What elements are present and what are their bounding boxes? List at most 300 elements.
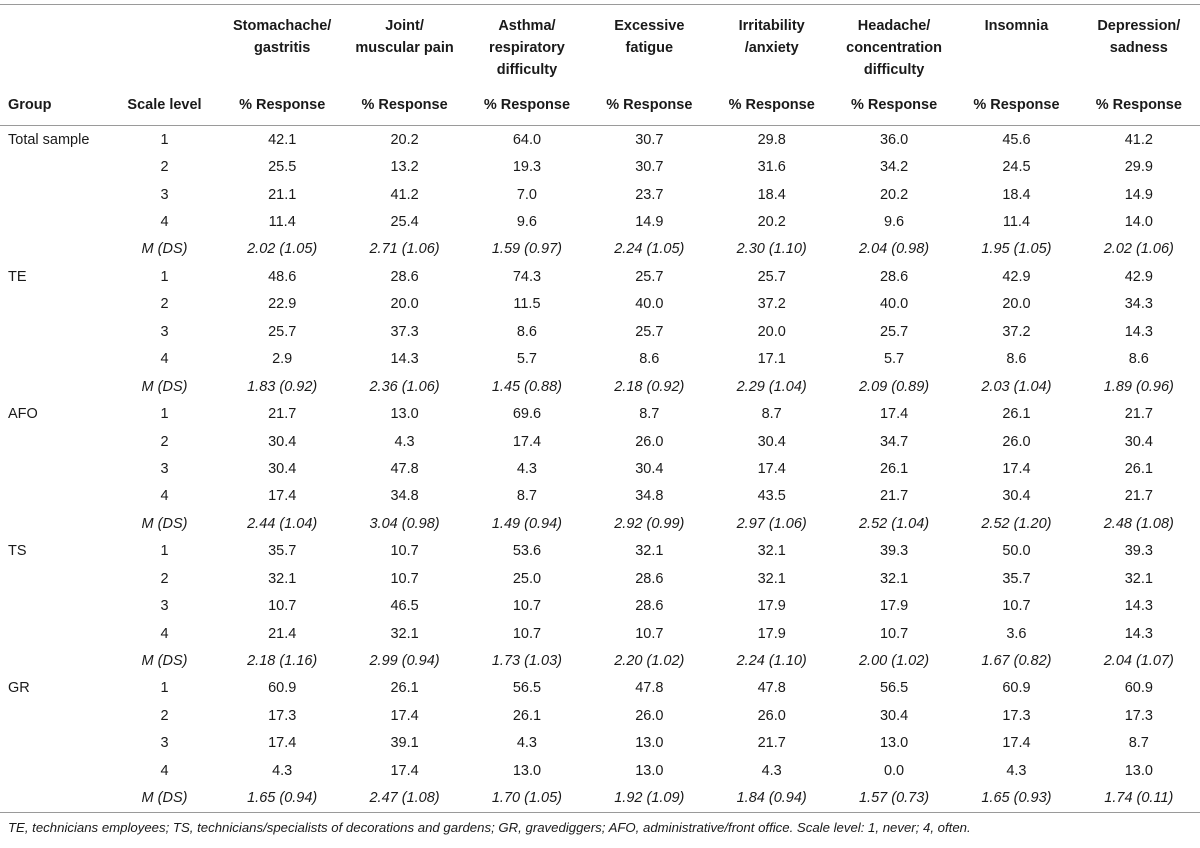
response-cell: 17.1 — [757, 351, 786, 368]
response-cell: 47.8 — [635, 680, 664, 697]
mean-cell: 2.02 (1.05) — [247, 241, 318, 258]
condition-header: Irritability /anxiety — [711, 5, 833, 88]
table-row — [0, 318, 1200, 345]
group-name: TS — [8, 543, 27, 560]
mean-cell: 2.71 (1.06) — [369, 241, 440, 258]
header-spacer — [0, 5, 108, 88]
response-cell: 20.0 — [757, 323, 786, 340]
response-cell: 35.7 — [268, 543, 297, 560]
response-cell: 47.8 — [757, 680, 786, 697]
response-cell: 10.7 — [635, 625, 664, 642]
group-cell-empty — [0, 373, 108, 400]
table-row — [0, 181, 1200, 208]
response-cell: 8.7 — [1128, 735, 1149, 752]
response-cell: 4.3 — [516, 735, 538, 752]
response-cell: 21.7 — [879, 488, 909, 505]
group-column-header: Group — [0, 87, 108, 126]
condition-header: Depression/ sadness — [1078, 5, 1200, 88]
response-cell: 17.4 — [757, 460, 786, 477]
scale-level: 4 — [160, 214, 169, 231]
group-cell-empty — [0, 730, 108, 757]
scale-level: 4 — [160, 488, 169, 505]
table-row — [0, 565, 1200, 592]
response-cell: 14.3 — [390, 351, 419, 368]
response-header: % Response — [711, 87, 833, 126]
response-cell: 32.1 — [390, 625, 419, 642]
table-row — [0, 263, 1200, 290]
mean-cell: 2.36 (1.06) — [369, 378, 440, 395]
mean-cell: 1.65 (0.94) — [221, 785, 343, 813]
response-cell: 25.7 — [635, 268, 664, 285]
group-cell-empty — [0, 702, 108, 729]
mean-cell: 2.18 (1.16) — [247, 653, 318, 670]
group-cell-empty — [0, 785, 108, 813]
mean-cell: 1.70 (1.05) — [466, 785, 588, 813]
table-row — [0, 346, 1200, 373]
response-cell: 48.6 — [268, 268, 297, 285]
response-header: % Response — [221, 87, 343, 126]
group-cell-empty — [0, 483, 108, 510]
table-footnote: TE, technicians employees; TS, technicians/specialists of decorations and gardens; GR, gravediggers; AFO, administrative/front office. Scale level: 1, never; 4, often. — [8, 820, 971, 835]
response-cell: 42.9 — [1002, 268, 1031, 285]
mean-cell: 1.49 (0.94) — [491, 515, 562, 532]
response-cell: 17.4 — [1002, 735, 1031, 752]
response-cell: 3.6 — [1006, 625, 1027, 642]
group-cell-empty — [0, 346, 108, 373]
response-cell: 36.0 — [879, 131, 909, 148]
mean-cell: 2.30 (1.10) — [736, 241, 807, 258]
response-cell: 69.6 — [512, 406, 542, 423]
group-cell-empty — [0, 592, 108, 619]
response-cell: 17.4 — [1002, 460, 1031, 477]
response-cell: 30.7 — [635, 159, 664, 176]
response-cell: 14.3 — [1124, 625, 1153, 642]
response-cell: 25.7 — [635, 323, 664, 340]
response-cell: 42.1 — [268, 131, 297, 148]
response-cell: 34.8 — [635, 488, 664, 505]
response-cell: 10.7 — [1002, 598, 1031, 615]
scale-level: 2 — [160, 159, 169, 176]
condition-header: Joint/ muscular pain — [343, 5, 465, 88]
scale-level: 2 — [160, 296, 169, 313]
mean-cell: 1.73 (1.03) — [491, 653, 562, 670]
mean-cell: 2.52 (1.04) — [858, 515, 930, 532]
group-cell-empty — [0, 647, 108, 674]
mean-cell: 2.18 (0.92) — [614, 378, 685, 395]
response-cell: 45.6 — [1002, 131, 1031, 148]
scale-level: 2 — [160, 707, 169, 724]
response-cell: 26.0 — [635, 433, 664, 450]
response-cell: 32.1 — [757, 570, 786, 587]
response-cell: 13.0 — [879, 735, 909, 752]
response-cell: 37.2 — [757, 296, 786, 313]
mean-cell: 1.45 (0.88) — [491, 378, 562, 395]
mean-label: M (DS) — [141, 515, 188, 532]
response-cell: 11.4 — [1002, 214, 1031, 231]
response-cell: 17.4 — [268, 735, 297, 752]
response-header: % Response — [1078, 87, 1200, 126]
response-cell: 13.0 — [512, 762, 542, 779]
response-cell: 34.8 — [390, 488, 419, 505]
group-cell-empty — [0, 208, 108, 235]
response-cell: 8.7 — [761, 406, 782, 423]
table-body — [0, 126, 1200, 813]
response-cell: 34.3 — [1124, 296, 1153, 313]
response-cell: 4.3 — [1006, 762, 1027, 779]
mean-cell: 2.24 (1.05) — [614, 241, 685, 258]
response-cell: 17.9 — [879, 598, 909, 615]
response-cell: 32.1 — [879, 570, 909, 587]
mean-cell: 2.92 (0.99) — [614, 515, 685, 532]
response-cell: 18.4 — [757, 186, 786, 203]
mean-cell: 1.59 (0.97) — [491, 241, 562, 258]
response-cell: 26.0 — [1002, 433, 1031, 450]
response-cell: 32.1 — [268, 570, 297, 587]
scale-level: 2 — [160, 433, 169, 450]
response-cell: 13.2 — [390, 159, 419, 176]
mean-cell: 2.03 (1.04) — [981, 378, 1052, 395]
response-cell: 30.4 — [1002, 488, 1031, 505]
response-cell: 30.4 — [757, 433, 786, 450]
mean-cell: 2.09 (0.89) — [858, 378, 930, 395]
response-cell: 21.7 — [1124, 488, 1153, 505]
group-cell-empty — [0, 291, 108, 318]
response-cell: 30.4 — [268, 460, 297, 477]
response-cell: 28.6 — [635, 598, 664, 615]
response-cell: 10.7 — [879, 625, 909, 642]
response-cell: 13.0 — [635, 735, 664, 752]
response-cell: 5.7 — [883, 351, 905, 368]
mean-row — [0, 647, 1200, 674]
response-cell: 13.0 — [635, 762, 664, 779]
response-cell: 28.6 — [635, 570, 664, 587]
mean-cell: 2.48 (1.08) — [1103, 515, 1174, 532]
response-cell: 8.7 — [639, 406, 660, 423]
response-cell: 19.3 — [512, 159, 542, 176]
response-cell: 26.1 — [1002, 406, 1031, 423]
response-cell: 34.2 — [879, 159, 909, 176]
mean-cell: 1.95 (1.05) — [981, 241, 1052, 258]
mean-cell: 1.84 (0.94) — [711, 785, 833, 813]
response-cell: 20.0 — [1002, 296, 1031, 313]
condition-header: Asthma/ respiratory difficulty — [466, 5, 588, 88]
response-cell: 39.3 — [879, 543, 909, 560]
group-name: Total sample — [8, 131, 90, 148]
group-cell-empty — [0, 153, 108, 180]
response-cell: 29.9 — [1124, 159, 1153, 176]
condition-header: Stomachache/ gastritis — [221, 5, 343, 88]
mean-cell: 2.04 (0.98) — [858, 241, 930, 258]
response-cell: 17.9 — [757, 625, 786, 642]
response-cell: 17.4 — [512, 433, 542, 450]
response-cell: 37.2 — [1002, 323, 1031, 340]
response-cell: 14.3 — [1124, 598, 1153, 615]
response-cell: 34.7 — [879, 433, 909, 450]
mean-label: M (DS) — [141, 241, 188, 258]
response-cell: 42.9 — [1124, 268, 1153, 285]
response-cell: 8.6 — [516, 323, 538, 340]
response-cell: 30.4 — [635, 460, 664, 477]
response-cell: 2.9 — [272, 351, 293, 368]
mean-cell: 1.57 (0.73) — [833, 785, 955, 813]
scale-level: 3 — [160, 598, 169, 615]
group-cell-empty — [0, 455, 108, 482]
group-cell-empty — [0, 236, 108, 263]
table-row — [0, 483, 1200, 510]
response-cell: 25.5 — [268, 159, 297, 176]
response-cell: 40.0 — [635, 296, 664, 313]
mean-cell: 2.00 (1.02) — [858, 653, 930, 670]
condition-header: Excessive fatigue — [588, 5, 710, 88]
response-cell: 13.0 — [390, 406, 419, 423]
response-cell: 56.5 — [512, 680, 542, 697]
response-cell: 20.0 — [390, 296, 419, 313]
response-cell: 47.8 — [390, 460, 419, 477]
response-cell: 60.9 — [1002, 680, 1031, 697]
table-row — [0, 730, 1200, 757]
response-cell: 8.7 — [516, 488, 538, 505]
response-cell: 18.4 — [1002, 186, 1031, 203]
scale-level: 1 — [160, 406, 169, 423]
response-cell: 4.3 — [516, 460, 538, 477]
response-cell: 22.9 — [268, 296, 297, 313]
response-cell: 17.4 — [390, 762, 419, 779]
mean-cell: 2.02 (1.06) — [1103, 241, 1174, 258]
mean-cell: 2.04 (1.07) — [1103, 653, 1174, 670]
mean-cell: 1.67 (0.82) — [981, 653, 1052, 670]
scale-level: 3 — [160, 735, 169, 752]
table-row — [0, 592, 1200, 619]
scale-level: 1 — [160, 680, 169, 697]
response-cell: 11.4 — [268, 214, 296, 231]
response-cell: 39.3 — [1124, 543, 1153, 560]
mean-cell: 2.44 (1.04) — [247, 515, 318, 532]
response-cell: 10.7 — [268, 598, 297, 615]
mean-label: M (DS) — [141, 378, 188, 395]
response-cell: 17.3 — [1124, 707, 1153, 724]
scale-level: 3 — [160, 460, 169, 477]
response-cell: 32.1 — [1124, 570, 1153, 587]
table-row — [0, 291, 1200, 318]
scale-level: 1 — [160, 543, 169, 560]
response-cell: 41.2 — [1124, 131, 1153, 148]
response-cell: 74.3 — [512, 268, 542, 285]
group-cell-empty — [0, 620, 108, 647]
mean-cell: 2.52 (1.20) — [981, 515, 1052, 532]
response-cell: 0.0 — [883, 762, 905, 779]
scale-level: 3 — [160, 186, 169, 203]
condition-header-row — [0, 5, 1200, 88]
response-cell: 17.4 — [390, 707, 419, 724]
response-cell: 21.7 — [757, 735, 786, 752]
group-name: AFO — [8, 406, 38, 423]
response-cell: 31.6 — [757, 159, 786, 176]
scale-level: 4 — [160, 351, 169, 368]
table-row — [0, 675, 1200, 702]
response-cell: 26.1 — [1124, 460, 1153, 477]
group-cell-empty — [0, 510, 108, 537]
response-cell: 35.7 — [1002, 570, 1031, 587]
mean-label: M (DS) — [108, 785, 221, 813]
scale-level: 4 — [160, 762, 169, 779]
response-cell: 25.7 — [879, 323, 909, 340]
response-cell: 17.3 — [1002, 707, 1031, 724]
response-header: % Response — [343, 87, 465, 126]
group-cell-empty — [0, 181, 108, 208]
response-header: % Response — [588, 87, 710, 126]
response-cell: 9.6 — [516, 214, 538, 231]
mean-cell: 2.20 (1.02) — [614, 653, 685, 670]
response-cell: 10.7 — [390, 543, 419, 560]
response-cell: 53.6 — [512, 543, 542, 560]
response-cell: 21.4 — [268, 625, 297, 642]
mean-row — [0, 236, 1200, 263]
response-cell: 26.1 — [390, 680, 419, 697]
response-cell: 14.0 — [1124, 214, 1153, 231]
response-cell: 8.6 — [639, 351, 660, 368]
response-header: % Response — [466, 87, 588, 126]
response-cell: 10.7 — [512, 625, 542, 642]
response-header: % Response — [955, 87, 1077, 126]
response-cell: 4.3 — [761, 762, 782, 779]
response-cell: 26.1 — [879, 460, 909, 477]
mean-cell: 2.99 (0.94) — [369, 653, 440, 670]
mean-row — [0, 510, 1200, 537]
response-cell: 64.0 — [512, 131, 542, 148]
table-row — [0, 126, 1200, 154]
table-row — [0, 428, 1200, 455]
response-cell: 46.5 — [390, 598, 419, 615]
response-cell: 8.6 — [1128, 351, 1149, 368]
response-cell: 10.7 — [512, 598, 542, 615]
table-row — [0, 620, 1200, 647]
group-cell-empty — [0, 565, 108, 592]
response-cell: 26.0 — [757, 707, 786, 724]
response-cell: 25.0 — [512, 570, 542, 587]
response-cell: 7.0 — [516, 186, 538, 203]
response-cell: 37.3 — [390, 323, 419, 340]
response-cell: 28.6 — [879, 268, 909, 285]
scale-level: 2 — [160, 570, 169, 587]
group-name: GR — [8, 680, 30, 697]
table-row — [0, 208, 1200, 235]
mean-cell: 3.04 (0.98) — [369, 515, 440, 532]
response-cell: 50.0 — [1002, 543, 1031, 560]
table-row — [0, 400, 1200, 427]
response-cell: 4.3 — [394, 433, 415, 450]
response-cell: 8.6 — [1006, 351, 1027, 368]
response-cell: 10.7 — [390, 570, 419, 587]
response-header: % Response — [833, 87, 955, 126]
response-cell: 29.8 — [757, 131, 786, 148]
scale-column-header: Scale level — [108, 87, 221, 126]
mean-cell: 1.74 (0.11) — [1078, 785, 1200, 813]
scale-level: 3 — [160, 323, 169, 340]
response-cell: 14.9 — [635, 214, 664, 231]
response-cell: 23.7 — [635, 186, 664, 203]
mean-row — [0, 373, 1200, 400]
response-cell: 9.6 — [883, 214, 905, 231]
response-cell: 20.2 — [757, 214, 786, 231]
response-cell: 41.2 — [390, 186, 419, 203]
condition-header: Insomnia — [955, 5, 1077, 88]
response-cell: 28.6 — [390, 268, 419, 285]
response-cell: 24.5 — [1002, 159, 1031, 176]
response-cell: 30.4 — [1124, 433, 1153, 450]
response-cell: 11.5 — [513, 296, 541, 313]
response-cell: 4.3 — [272, 762, 293, 779]
response-cell: 17.4 — [879, 406, 909, 423]
response-cell: 26.1 — [512, 707, 542, 724]
response-cell: 14.3 — [1124, 323, 1153, 340]
response-cell: 25.7 — [757, 268, 786, 285]
symptoms-table — [0, 4, 1200, 813]
response-cell: 17.3 — [268, 707, 297, 724]
response-cell: 17.4 — [268, 488, 297, 505]
response-cell: 21.7 — [268, 406, 297, 423]
mean-cell: 2.24 (1.10) — [736, 653, 807, 670]
response-cell: 25.4 — [390, 214, 419, 231]
table-row — [0, 455, 1200, 482]
mean-row — [0, 785, 1200, 813]
group-cell-empty — [0, 757, 108, 784]
mean-cell: 1.83 (0.92) — [247, 378, 318, 395]
mean-cell: 2.29 (1.04) — [736, 378, 807, 395]
response-cell: 14.9 — [1124, 186, 1153, 203]
response-cell: 32.1 — [757, 543, 786, 560]
mean-cell: 1.65 (0.93) — [955, 785, 1077, 813]
group-name: TE — [8, 268, 27, 285]
group-cell-empty — [0, 428, 108, 455]
response-cell: 56.5 — [879, 680, 909, 697]
mean-cell: 2.97 (1.06) — [736, 515, 807, 532]
mean-label: M (DS) — [141, 653, 188, 670]
response-cell: 20.2 — [390, 131, 419, 148]
response-cell: 21.7 — [1124, 406, 1153, 423]
response-cell: 39.1 — [390, 735, 419, 752]
response-cell: 30.7 — [635, 131, 664, 148]
response-cell: 21.1 — [268, 186, 297, 203]
response-header-row — [0, 87, 1200, 126]
response-cell: 26.0 — [635, 707, 664, 724]
table-row — [0, 702, 1200, 729]
table-row — [0, 538, 1200, 565]
response-cell: 20.2 — [879, 186, 909, 203]
response-cell: 5.7 — [516, 351, 538, 368]
response-cell: 17.9 — [757, 598, 786, 615]
table-row — [0, 153, 1200, 180]
header-spacer — [108, 5, 221, 88]
response-cell: 40.0 — [879, 296, 909, 313]
group-cell-empty — [0, 318, 108, 345]
response-cell: 13.0 — [1124, 762, 1153, 779]
response-cell: 32.1 — [635, 543, 664, 560]
response-cell: 30.4 — [268, 433, 297, 450]
response-cell: 60.9 — [268, 680, 297, 697]
table-row — [0, 757, 1200, 784]
condition-header: Headache/ concentration difficulty — [833, 5, 955, 88]
scale-level: 1 — [160, 131, 169, 148]
response-cell: 30.4 — [879, 707, 909, 724]
mean-cell: 1.92 (1.09) — [588, 785, 710, 813]
mean-cell: 1.89 (0.96) — [1103, 378, 1174, 395]
response-cell: 60.9 — [1124, 680, 1153, 697]
mean-cell: 2.47 (1.08) — [343, 785, 465, 813]
scale-level: 4 — [160, 625, 169, 642]
response-cell: 25.7 — [268, 323, 297, 340]
response-cell: 43.5 — [757, 488, 786, 505]
scale-level: 1 — [160, 268, 169, 285]
